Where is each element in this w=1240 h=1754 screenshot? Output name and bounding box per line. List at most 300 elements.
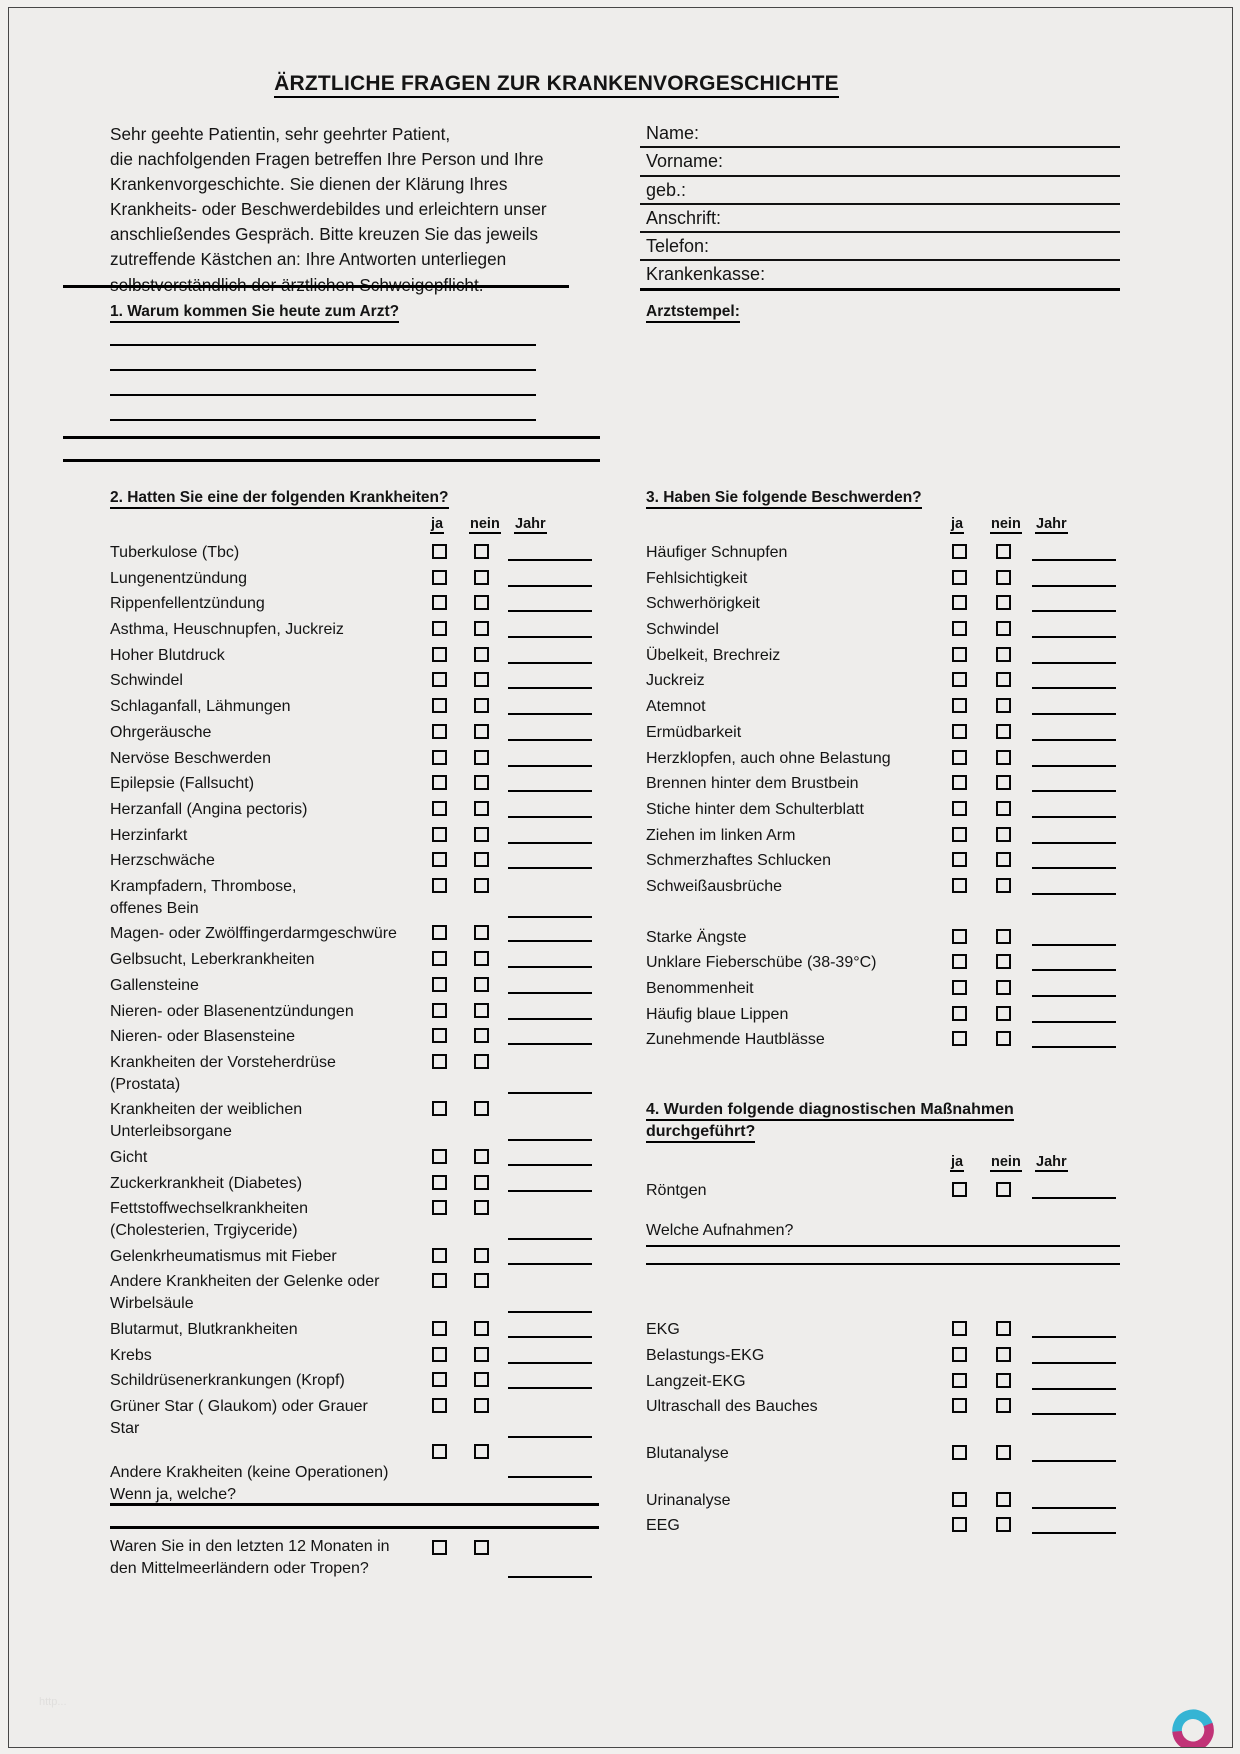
jahr-line[interactable]: [508, 1164, 592, 1166]
jahr-line[interactable]: [1032, 713, 1116, 715]
checklist-row: [646, 593, 1126, 619]
checkbox-nein[interactable]: [474, 852, 489, 867]
checkbox-nein[interactable]: [474, 544, 489, 559]
checkbox-ja[interactable]: [432, 1054, 447, 1069]
checkbox-ja[interactable]: [432, 951, 447, 966]
checkbox-ja[interactable]: [952, 1517, 967, 1532]
checkbox-nein[interactable]: [996, 647, 1011, 662]
jahr-line[interactable]: [508, 662, 592, 664]
patient-field-line[interactable]: [640, 120, 1120, 148]
checkbox-nein[interactable]: [474, 1003, 489, 1018]
checkbox-nein[interactable]: [474, 827, 489, 842]
patient-field-line[interactable]: [640, 177, 1120, 205]
row-label: Grüner Star ( Glaukom) oder Grauer: [110, 1398, 368, 1415]
row-label: (Prostata): [110, 1075, 181, 1093]
jahr-line[interactable]: [508, 765, 592, 767]
checkbox-ja[interactable]: [432, 1028, 447, 1043]
jahr-line[interactable]: [508, 585, 592, 587]
row-label: offenes Bein: [110, 899, 199, 917]
row-label: Juckreiz: [646, 672, 705, 690]
row-label: Schweißausbrüche: [646, 877, 783, 895]
checkbox-nein[interactable]: [996, 1445, 1011, 1460]
checklist-row: [646, 619, 1126, 645]
checklist-row: [110, 593, 607, 619]
jahr-line[interactable]: [1032, 1507, 1116, 1509]
followup-label: Wenn ja, welche?: [110, 1485, 236, 1503]
travel-question-line: den Mittelmeerländern oder Tropen?: [110, 1559, 369, 1577]
checklist-row: [646, 952, 1126, 978]
row-label: Unklare Fieberschübe (38-39°C): [646, 954, 877, 972]
checkbox-ja[interactable]: [952, 852, 967, 867]
checkbox-nein[interactable]: [474, 1028, 489, 1043]
checklist-row: [110, 696, 607, 722]
checkbox-nein[interactable]: [474, 1398, 489, 1413]
checkbox-nein[interactable]: [474, 801, 489, 816]
checkbox-nein[interactable]: [996, 570, 1011, 585]
checkbox-ja[interactable]: [432, 878, 447, 893]
checkbox-ja[interactable]: [952, 1373, 967, 1388]
checkbox-nein[interactable]: [474, 698, 489, 713]
checkbox-nein[interactable]: [996, 878, 1011, 893]
checklist-row: [110, 1099, 607, 1147]
jahr-line[interactable]: [1032, 867, 1116, 869]
jahr-line[interactable]: [508, 842, 592, 844]
row-label: Krebs: [110, 1346, 152, 1364]
jahr-line[interactable]: [508, 636, 592, 638]
checkbox-ja[interactable]: [952, 750, 967, 765]
checkbox-nein[interactable]: [996, 801, 1011, 816]
checklist-row: [646, 1319, 1126, 1345]
checkbox-ja[interactable]: [432, 1321, 447, 1336]
checkbox-ja[interactable]: [432, 595, 447, 610]
question1-heading: 1. Warum kommen Sie heute zum Arzt?: [110, 303, 399, 323]
row-label: Krankheiten der weiblichen: [110, 1101, 303, 1119]
checkbox-nein[interactable]: [474, 1248, 489, 1263]
checkbox-nein[interactable]: [996, 980, 1011, 995]
checkbox-ja[interactable]: [952, 827, 967, 842]
jahr-line[interactable]: [1032, 790, 1116, 792]
jahr-line[interactable]: [1032, 1388, 1116, 1390]
jahr-line[interactable]: [508, 1092, 592, 1094]
checkbox-nein[interactable]: [474, 1540, 489, 1555]
checkbox-ja[interactable]: [432, 775, 447, 790]
checkbox-nein[interactable]: [474, 1101, 489, 1116]
checkbox-ja[interactable]: [432, 750, 447, 765]
jahr-line[interactable]: [1032, 1046, 1116, 1048]
row-label: Gicht: [110, 1148, 148, 1166]
row-label: Langzeit-EKG: [646, 1372, 746, 1390]
checkbox-ja[interactable]: [952, 595, 967, 610]
checkbox-ja[interactable]: [952, 1398, 967, 1413]
checkbox-ja[interactable]: [952, 570, 967, 585]
page-title: ÄRZTLICHE FRAGEN ZUR KRANKENVORGESCHICHTE: [274, 72, 839, 98]
checkbox-nein[interactable]: [474, 595, 489, 610]
jahr-line[interactable]: [508, 739, 592, 741]
checkbox-nein[interactable]: [474, 1200, 489, 1215]
checkbox-nein[interactable]: [996, 1006, 1011, 1021]
checklist-row: [110, 1319, 607, 1345]
checklist-row: [646, 1490, 1126, 1516]
section4-heading-text: durchgeführt?: [646, 1123, 755, 1143]
jahr-line[interactable]: [1032, 662, 1116, 664]
checklist-row: [646, 1180, 1126, 1206]
jahr-line[interactable]: [508, 1476, 592, 1478]
diseases-checklist-column: [110, 514, 607, 1596]
jahr-line[interactable]: [1032, 944, 1116, 946]
checkbox-ja[interactable]: [952, 647, 967, 662]
checkbox-ja[interactable]: [432, 801, 447, 816]
row-label: Zuckerkrankheit (Diabetes): [110, 1174, 303, 1192]
checkbox-ja[interactable]: [432, 544, 447, 559]
patient-data-block: [640, 120, 1120, 291]
checklist-row: [110, 1173, 607, 1199]
column-headers: [110, 514, 607, 542]
jahr-line[interactable]: [508, 1436, 592, 1438]
checkbox-nein[interactable]: [996, 750, 1011, 765]
checkbox-ja[interactable]: [952, 775, 967, 790]
checklist-row: [110, 1198, 607, 1246]
checkbox-nein[interactable]: [996, 698, 1011, 713]
travel-question-line: Waren Sie in den letzten 12 Monaten in: [110, 1537, 390, 1555]
checkbox-nein[interactable]: [474, 1372, 489, 1387]
checklist-row: [646, 696, 1126, 722]
jahr-line[interactable]: [1032, 893, 1116, 895]
row-label: Tuberkulose (Tbc): [110, 544, 240, 561]
checkbox-ja[interactable]: [432, 1175, 447, 1190]
jahr-line[interactable]: [508, 867, 592, 869]
row-label: Ultraschall des Bauches: [646, 1398, 818, 1416]
intro-divider: [63, 285, 569, 288]
checkbox-ja[interactable]: [952, 980, 967, 995]
checklist-row: [646, 825, 1126, 851]
checkbox-nein[interactable]: [474, 1347, 489, 1362]
checklist-row: [110, 542, 607, 568]
checkbox-ja[interactable]: [952, 621, 967, 636]
checkbox-ja[interactable]: [952, 878, 967, 893]
checkbox-nein[interactable]: [474, 1175, 489, 1190]
row-label: Schmerzhaftes Schlucken: [646, 852, 831, 870]
jahr-line[interactable]: [508, 610, 592, 612]
row-label: Lungenentzündung: [110, 569, 248, 587]
jahr-line[interactable]: [508, 966, 592, 968]
checkbox-ja[interactable]: [952, 929, 967, 944]
checkbox-nein[interactable]: [996, 1517, 1011, 1532]
row-label: Ziehen im linken Arm: [646, 826, 796, 844]
intro-line: Sehr geehte Patientin, sehr geehrter Patient,: [110, 124, 451, 144]
checklist-row: [110, 1147, 607, 1173]
checkbox-nein[interactable]: [996, 1347, 1011, 1362]
jahr-line[interactable]: [1032, 995, 1116, 997]
checkbox-ja[interactable]: [432, 1248, 447, 1263]
checkbox-nein[interactable]: [996, 1321, 1011, 1336]
jahr-line[interactable]: [508, 1576, 592, 1578]
intro-line: anschließendes Gespräch. Bitte kreuzen Sie das jeweils: [110, 224, 539, 245]
jahr-line[interactable]: [508, 816, 592, 818]
jahr-line[interactable]: [508, 790, 592, 792]
checkbox-nein[interactable]: [474, 1273, 489, 1288]
checkbox-ja[interactable]: [952, 1182, 967, 1197]
answer-line[interactable]: [110, 394, 536, 396]
patient-field-line[interactable]: [640, 261, 1120, 290]
row-label: Schwerhörigkeit: [646, 595, 760, 613]
row-label: Schlaganfall, Lähmungen: [110, 698, 291, 716]
checklist-row: [110, 568, 607, 594]
intro-line: die nachfolgenden Fragen betreffen Ihre Person und Ihre: [110, 149, 544, 170]
checkbox-ja[interactable]: [432, 1372, 447, 1387]
section-divider: [63, 436, 600, 439]
checkbox-ja[interactable]: [952, 1347, 967, 1362]
section4-heading-line: [646, 1123, 1126, 1145]
checkbox-ja[interactable]: [432, 1101, 447, 1116]
jahr-line[interactable]: [1032, 765, 1116, 767]
jahr-line[interactable]: [508, 1263, 592, 1265]
jahr-line[interactable]: [1032, 1021, 1116, 1023]
jahr-line[interactable]: [1032, 1460, 1116, 1462]
checkbox-nein[interactable]: [996, 852, 1011, 867]
jahr-line[interactable]: [508, 1362, 592, 1364]
checkbox-nein[interactable]: [996, 1373, 1011, 1388]
checkbox-nein[interactable]: [474, 1321, 489, 1336]
checkbox-ja[interactable]: [952, 672, 967, 687]
checkbox-nein[interactable]: [474, 672, 489, 687]
checkbox-ja[interactable]: [432, 1273, 447, 1288]
jahr-column-header: Jahr: [515, 516, 546, 532]
checkbox-nein[interactable]: [996, 724, 1011, 739]
checkbox-ja[interactable]: [432, 621, 447, 636]
checklist-row: [646, 645, 1126, 671]
jahr-line[interactable]: [508, 916, 592, 918]
checkbox-ja[interactable]: [432, 698, 447, 713]
jahr-line[interactable]: [508, 1018, 592, 1020]
checkbox-nein[interactable]: [996, 1182, 1011, 1197]
write-in-line[interactable]: [110, 1526, 599, 1529]
checkbox-ja[interactable]: [952, 1445, 967, 1460]
row-label: Atemnot: [646, 698, 706, 716]
checkbox-ja[interactable]: [432, 672, 447, 687]
checkbox-nein[interactable]: [996, 595, 1011, 610]
checkbox-ja[interactable]: [952, 544, 967, 559]
checklist-row: [646, 1515, 1126, 1541]
row-label: Magen- oder Zwölffingerdarmgeschwüre: [110, 925, 397, 943]
checkbox-ja[interactable]: [432, 570, 447, 585]
jahr-line[interactable]: [1032, 1336, 1116, 1338]
checklist-row: [110, 773, 607, 799]
checkbox-ja[interactable]: [952, 1031, 967, 1046]
checkbox-ja[interactable]: [432, 1444, 447, 1459]
jahr-line[interactable]: [1032, 559, 1116, 561]
checkbox-nein[interactable]: [474, 925, 489, 940]
checkbox-ja[interactable]: [432, 925, 447, 940]
checklist-row: [646, 850, 1126, 876]
jahr-column-header: Jahr: [1036, 1153, 1067, 1170]
row-label: Nieren- oder Blasenentzündungen: [110, 1002, 354, 1020]
checkbox-nein[interactable]: [996, 544, 1011, 559]
other-illness-block: [110, 1444, 607, 1596]
checklist-row: [646, 876, 1126, 902]
row-label: Starke Ängste: [646, 928, 747, 946]
checklist-row: [110, 645, 607, 671]
row-label: Herzanfall (Angina pectoris): [110, 800, 308, 818]
jahr-line[interactable]: [1032, 636, 1116, 638]
checkbox-nein[interactable]: [474, 724, 489, 739]
checkbox-nein[interactable]: [996, 775, 1011, 790]
checklist-row: [646, 978, 1126, 1004]
section4-heading-text: 4. Wurden folgende diagnostischen Maßnahmen: [646, 1101, 1014, 1121]
jahr-line[interactable]: [508, 940, 592, 942]
patient-field-line[interactable]: [640, 205, 1120, 233]
row-label: Blutarmut, Blutkrankheiten: [110, 1320, 298, 1338]
jahr-line[interactable]: [508, 1336, 592, 1338]
checklist-row: [110, 1001, 607, 1027]
row-label: Epilepsie (Fallsucht): [110, 775, 255, 793]
jahr-line[interactable]: [508, 1139, 592, 1141]
row-label: Röntgen: [646, 1181, 707, 1199]
patient-field-label: Vorname:: [646, 151, 724, 172]
write-in-line[interactable]: [646, 1263, 1120, 1265]
jahr-line[interactable]: [1032, 739, 1116, 741]
intro-line: selbstverständlich der ärztlichen Schweigepflicht.: [110, 274, 484, 295]
row-label: Gelenkrheumatismus mit Fieber: [110, 1247, 337, 1265]
row-label: Stiche hinter dem Schulterblatt: [646, 800, 864, 818]
checklist-row: [110, 1246, 607, 1272]
checkbox-ja[interactable]: [952, 724, 967, 739]
checklist-row: [110, 670, 607, 696]
jahr-line[interactable]: [508, 1238, 592, 1240]
checkbox-nein[interactable]: [474, 951, 489, 966]
row-label: Andere Krankheiten der Gelenke oder: [110, 1273, 380, 1291]
checkbox-ja[interactable]: [952, 801, 967, 816]
answer-line[interactable]: [110, 419, 536, 421]
checklist-row: [646, 799, 1126, 825]
jahr-line[interactable]: [1032, 969, 1116, 971]
checkbox-nein[interactable]: [996, 1492, 1011, 1507]
row-label: Häufiger Schnupfen: [646, 544, 788, 561]
row-label: Rippenfellentzündung: [110, 595, 265, 613]
checkbox-ja[interactable]: [432, 1003, 447, 1018]
jahr-line[interactable]: [1032, 687, 1116, 689]
checkbox-nein[interactable]: [996, 1031, 1011, 1046]
answer-line[interactable]: [110, 369, 536, 371]
jahr-line[interactable]: [1032, 1532, 1116, 1534]
jahr-line[interactable]: [1032, 585, 1116, 587]
checkbox-ja[interactable]: [952, 1321, 967, 1336]
checkbox-ja[interactable]: [952, 698, 967, 713]
checkbox-ja[interactable]: [952, 1006, 967, 1021]
checkbox-nein[interactable]: [474, 977, 489, 992]
intro-paragraph: [110, 122, 580, 298]
checkbox-nein[interactable]: [996, 672, 1011, 687]
checkbox-nein[interactable]: [474, 1444, 489, 1459]
form-page: [8, 7, 1233, 1748]
ja-column-header: ja: [951, 516, 964, 532]
row-label: Unterleibsorgane: [110, 1123, 232, 1141]
checkbox-ja[interactable]: [432, 1149, 447, 1164]
checkbox-nein[interactable]: [474, 878, 489, 893]
checkbox-nein[interactable]: [474, 750, 489, 765]
checklist-row: [646, 568, 1126, 594]
checkbox-nein[interactable]: [996, 1398, 1011, 1413]
checkbox-nein[interactable]: [474, 1149, 489, 1164]
jahr-line[interactable]: [508, 687, 592, 689]
checklist-row: [646, 1029, 1126, 1055]
checkbox-ja[interactable]: [432, 647, 447, 662]
checkbox-nein[interactable]: [474, 570, 489, 585]
checkbox-ja[interactable]: [952, 954, 967, 969]
row-label: Andere Krakheiten (keine Operationen): [110, 1463, 389, 1481]
checkbox-ja[interactable]: [432, 1347, 447, 1362]
checklist-row: [110, 975, 607, 1001]
patient-field-line[interactable]: [640, 148, 1120, 176]
checkbox-nein[interactable]: [474, 1054, 489, 1069]
checkbox-nein[interactable]: [474, 775, 489, 790]
jahr-line[interactable]: [1032, 842, 1116, 844]
checkbox-ja[interactable]: [432, 1540, 447, 1555]
jahr-line[interactable]: [1032, 1413, 1116, 1415]
checkbox-nein[interactable]: [996, 827, 1011, 842]
jahr-line[interactable]: [508, 1387, 592, 1389]
jahr-line[interactable]: [1032, 1362, 1116, 1364]
checklist-row: [646, 1345, 1126, 1371]
jahr-line[interactable]: [1032, 1197, 1116, 1199]
checkbox-nein[interactable]: [996, 954, 1011, 969]
checklist-row: [646, 1443, 1126, 1469]
checkbox-ja[interactable]: [432, 827, 447, 842]
checkbox-ja[interactable]: [952, 1492, 967, 1507]
row-label: Asthma, Heuschnupfen, Juckreiz: [110, 621, 344, 639]
row-label: Urinanalyse: [646, 1491, 731, 1509]
url-watermark: http...: [39, 1696, 67, 1708]
checkbox-ja[interactable]: [432, 1398, 447, 1413]
checklist-row: [110, 1370, 607, 1396]
row-label: Hoher Blutdruck: [110, 646, 225, 664]
intro-line: Krankheits- oder Beschwerdebildes und erleichtern unser: [110, 199, 547, 220]
checkbox-ja[interactable]: [432, 852, 447, 867]
checkbox-nein[interactable]: [996, 929, 1011, 944]
jahr-line[interactable]: [508, 1043, 592, 1045]
jahr-line[interactable]: [1032, 610, 1116, 612]
checkbox-nein[interactable]: [474, 621, 489, 636]
row-label: Fettstoffwechselkrankheiten: [110, 1200, 309, 1218]
checklist-row: [646, 542, 1126, 568]
jahr-column-header: Jahr: [1036, 516, 1067, 532]
patient-field-line[interactable]: [640, 233, 1120, 261]
row-label: Zunehmende Hautblässe: [646, 1031, 825, 1049]
checkbox-ja[interactable]: [432, 724, 447, 739]
checkbox-nein[interactable]: [996, 621, 1011, 636]
checkbox-ja[interactable]: [432, 1200, 447, 1215]
column-headers: [646, 1152, 1126, 1180]
circular-brand-logo-icon: [1167, 1704, 1217, 1748]
patient-field-label: Krankenkasse:: [646, 264, 766, 285]
page-title-wrap: [64, 72, 1049, 96]
jahr-line[interactable]: [508, 559, 592, 561]
checklist-row: [110, 1026, 607, 1052]
doctor-stamp-label: Arztstempel:: [646, 303, 740, 323]
checklist-row: [110, 949, 607, 975]
jahr-line[interactable]: [508, 1190, 592, 1192]
checkbox-nein[interactable]: [474, 647, 489, 662]
jahr-line[interactable]: [508, 1311, 592, 1313]
row-label: Krampfadern, Thrombose,: [110, 877, 297, 895]
row-label: Übelkeit, Brechreiz: [646, 646, 781, 664]
jahr-line[interactable]: [1032, 816, 1116, 818]
checkbox-ja[interactable]: [432, 977, 447, 992]
write-in-line[interactable]: [110, 1503, 599, 1506]
jahr-line[interactable]: [508, 992, 592, 994]
jahr-line[interactable]: [508, 713, 592, 715]
answer-line[interactable]: [110, 344, 536, 346]
row-label: Gallensteine: [110, 976, 199, 994]
